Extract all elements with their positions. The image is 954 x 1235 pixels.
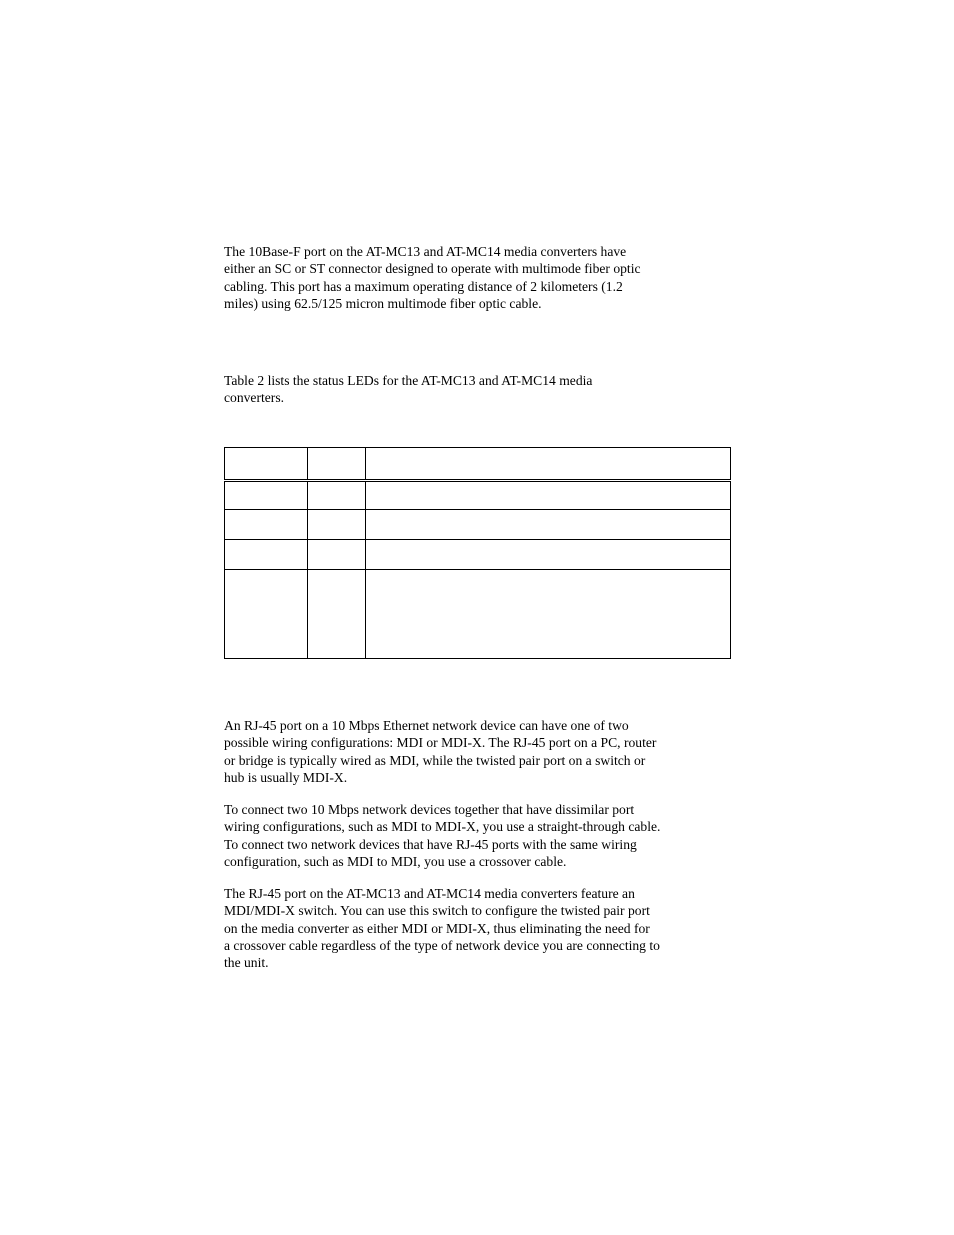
text-line: Table 2 lists the status LEDs for the AT-MC13 and AT-MC14 media [224,373,593,388]
leds-intro-paragraph [224,372,734,407]
fiber-port-paragraph [224,243,734,312]
text-line: possible wiring configurations: MDI or MDI-X. The RJ-45 port on a PC, router [224,735,657,751]
text-line: To connect two 10 Mbps network devices together that have dissimilar port [224,802,635,817]
text-line: configuration, such as MDI to MDI, you use a crossover cable. [224,853,567,869]
table-cell [308,481,366,510]
column-header [308,448,366,481]
table-cell [308,540,366,569]
table-cell [366,540,731,569]
table-cell [225,510,308,540]
mdi-paragraph-2 [224,801,734,870]
text-line: miles) using 62.5/125 micron multimode fiber optic cable. [224,295,542,311]
text-line: To connect two network devices that have RJ-45 ports with the same wiring [224,836,637,852]
table-row [225,569,731,658]
table-row [225,481,731,510]
table-header-row [225,448,731,481]
text-line: a crossover cable regardless of the type of network device you are connecting to [224,937,660,953]
text-line: An RJ-45 port on a 10 Mbps Ethernet network device can have one of two [224,718,629,733]
table-cell [308,510,366,540]
table-cell [225,481,308,510]
table-cell [366,569,731,658]
text-line: The 10Base-F port on the AT-MC13 and AT-MC14 media converters have [224,244,627,259]
text-line: cabling. This port has a maximum operating distance of 2 kilometers (1.2 [224,278,623,294]
mdi-paragraph-1 [224,717,734,786]
text-line: on the media converter as either MDI or MDI-X, thus eliminating the need for [224,920,650,936]
table-cell [366,481,731,510]
table-cell [225,540,308,569]
mdi-paragraph-3 [224,885,734,971]
status-led-table [224,447,731,659]
text-line: hub is usually MDI-X. [224,769,348,785]
text-line: wiring configurations, such as MDI to MDI-X, you use a straight-through cable. [224,819,661,835]
table-row [225,510,731,540]
text-line: either an SC or ST connector designed to operate with multimode fiber optic [224,261,641,277]
text-line: MDI/MDI-X switch. You can use this switch to configure the twisted pair port [224,903,650,919]
column-header [225,448,308,481]
text-line: converters. [224,390,285,406]
text-line: the unit. [224,955,269,971]
table-cell [225,569,308,658]
text-line: or bridge is typically wired as MDI, while the twisted pair port on a switch or [224,752,646,768]
text-line: The RJ-45 port on the AT-MC13 and AT-MC14 media converters feature an [224,886,635,901]
column-header [366,448,731,481]
table-row [225,540,731,569]
table-cell [366,510,731,540]
table-cell [308,569,366,658]
